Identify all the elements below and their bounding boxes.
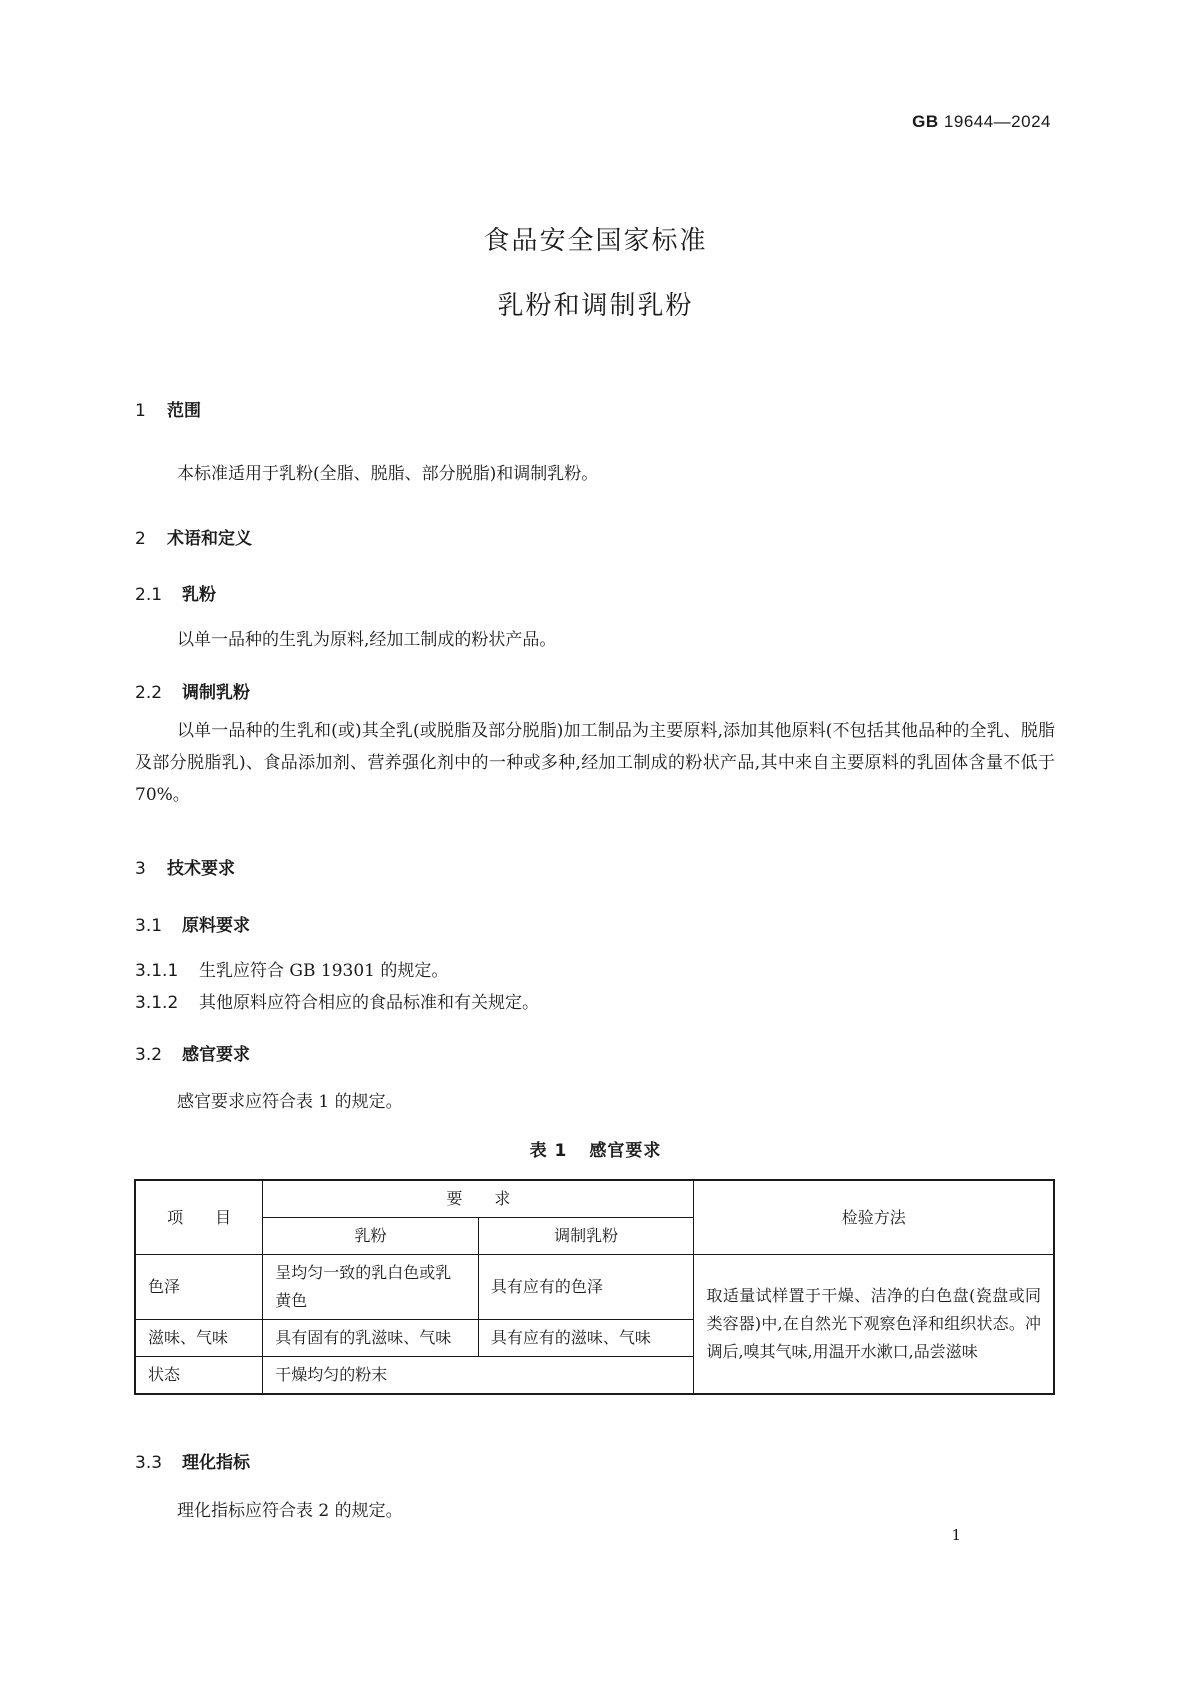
clause-text: 其他原料应符合相应的食品标准和有关规定。 <box>199 993 539 1013</box>
header-formulated-milk-powder: 调制乳粉 <box>478 1218 694 1255</box>
section-number: 3 <box>135 859 146 879</box>
section-number: 1 <box>135 401 146 421</box>
table-row <box>135 1255 1054 1320</box>
row-item: 状态 <box>135 1357 263 1395</box>
header-milk-powder: 乳粉 <box>263 1218 479 1255</box>
section-number: 3.2 <box>135 1045 163 1065</box>
section-title: 乳粉 <box>182 585 216 605</box>
row-item: 色泽 <box>135 1255 263 1320</box>
inspection-method-text: 取适量试样置于干燥、洁净的白色盘(瓷盘或同类容器)中,在自然光下观察色泽和组织状态。冲调后,嗅其气味,用温开水漱口,品尝滋味 <box>694 1255 1054 1395</box>
row-item: 滋味、气味 <box>135 1320 263 1357</box>
section-number: 2.2 <box>135 683 163 703</box>
section-3-1-heading <box>135 911 250 936</box>
section-title: 范围 <box>167 401 201 421</box>
standard-prefix: GB <box>912 112 939 131</box>
clause-3-1-2 <box>135 988 539 1013</box>
section-1-heading <box>135 396 201 421</box>
standard-number <box>912 112 1051 132</box>
clause-text: 生乳应符合 GB 19301 的规定。 <box>199 961 449 981</box>
section-number: 3.3 <box>135 1453 163 1473</box>
section-3-2-text: 感官要求应符合表 1 的规定。 <box>177 1092 403 1112</box>
section-2-heading <box>135 524 252 549</box>
row-milk-powder: 具有固有的乳滋味、气味 <box>263 1320 479 1357</box>
row-milk-powder: 呈均匀一致的乳白色或乳黄色 <box>263 1255 479 1320</box>
document-subtitle: 乳粉和调制乳粉 <box>497 291 694 321</box>
section-3-heading <box>135 854 235 879</box>
section-2-2-heading <box>135 678 250 703</box>
section-title: 术语和定义 <box>167 529 252 549</box>
sensory-requirements-table <box>134 1179 1055 1395</box>
header-requirements: 要 求 <box>263 1180 694 1218</box>
section-number: 2 <box>135 529 146 549</box>
clause-number: 3.1.2 <box>135 993 179 1013</box>
table-header-row <box>135 1180 1054 1218</box>
section-number: 2.1 <box>135 585 163 605</box>
section-title: 理化指标 <box>182 1453 250 1473</box>
table-1-caption <box>0 1136 1191 1161</box>
section-title: 调制乳粉 <box>182 683 250 703</box>
row-formulated: 具有应有的色泽 <box>478 1255 694 1320</box>
section-title: 感官要求 <box>182 1045 250 1065</box>
row-merged-requirement: 干燥均匀的粉末 <box>263 1357 694 1395</box>
table-title: 感官要求 <box>589 1141 662 1161</box>
section-title: 技术要求 <box>167 859 235 879</box>
section-number: 3.1 <box>135 916 163 936</box>
section-3-2-heading <box>135 1040 250 1065</box>
section-2-2-text: 以单一品种的生乳和(或)其全乳(或脱脂及部分脱脂)加工制品为主要原料,添加其他原料(不包括其他品种的全乳、脱脂及部分脱脂乳)、食品添加剂、营养强化剂中的一种或多种,经加工制成的粉状产品,其中来自主要原料的乳固体含量不低于 70%。 <box>135 721 1055 805</box>
section-3-3-text: 理化指标应符合表 2 的规定。 <box>177 1501 403 1521</box>
section-3-3-heading <box>135 1448 250 1473</box>
section-2-1-heading <box>135 580 216 605</box>
standard-code: 19644—2024 <box>943 112 1051 131</box>
section-1-text: 本标准适用于乳粉(全脂、脱脂、部分脱脂)和调制乳粉。 <box>177 464 599 484</box>
header-method: 检验方法 <box>694 1180 1054 1255</box>
clause-number: 3.1.1 <box>135 961 179 981</box>
table-label: 表 1 <box>529 1141 568 1161</box>
page-number: 1 <box>951 1526 961 1544</box>
section-2-1-text: 以单一品种的生乳为原料,经加工制成的粉状产品。 <box>177 630 557 650</box>
row-formulated: 具有应有的滋味、气味 <box>478 1320 694 1357</box>
header-item: 项 目 <box>135 1180 263 1255</box>
section-title: 原料要求 <box>182 916 250 936</box>
clause-3-1-1 <box>135 956 448 981</box>
document-title: 食品安全国家标准 <box>483 226 708 256</box>
